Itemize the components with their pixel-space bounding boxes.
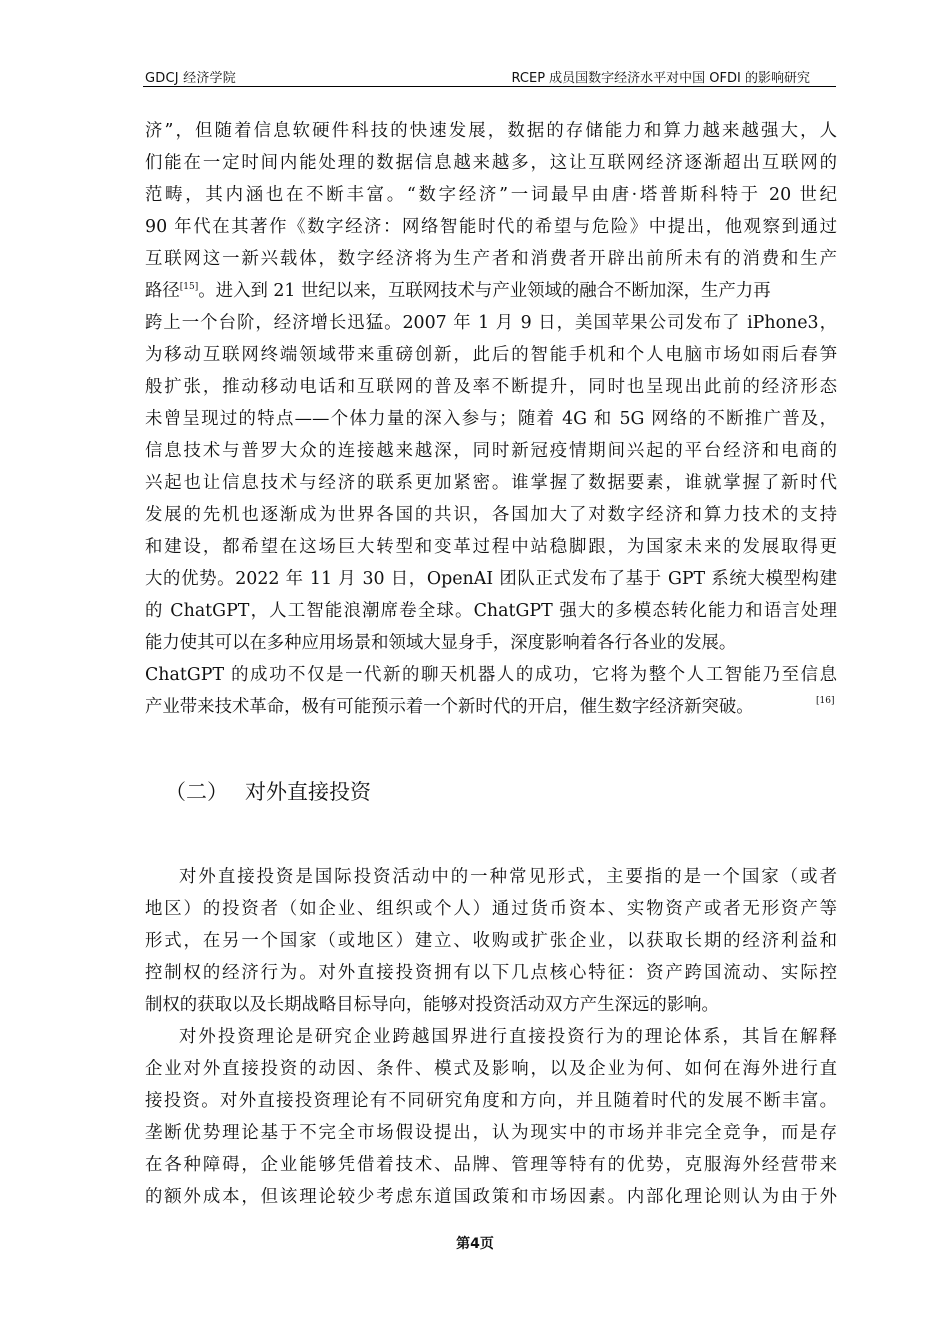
body-line: 兴起也让信息技术与经济的联系更加紧密。谁掌握了数据要素，谁就掌握了新时代: [145, 473, 837, 493]
body-line: 般扩张，推动移动电话和互联网的普及率不断提升，同时也呈现出此前的经济形态: [145, 377, 837, 397]
body-line: 发展的先机也逐渐成为世界各国的共识，各国加大了对数字经济和算力技术的支持: [145, 505, 837, 525]
body-line: 为移动互联网终端领域带来重磅创新，此后的智能手机和个人电脑市场如雨后春笋: [145, 345, 837, 365]
body-line: 接投资。对外直接投资理论有不同研究角度和方向，并且随着时代的发展不断丰富。: [145, 1091, 837, 1111]
body-line: 的额外成本，但该理论较少考虑东道国政策和市场因素。内部化理论则认为由于外: [145, 1187, 837, 1207]
body-line: 的 ChatGPT，人工智能浪潮席卷全球。ChatGPT 强大的多模态转化能力和语言处理: [145, 601, 837, 621]
body-line: 互联网这一新兴载体，数字经济将为生产者和消费者开辟出前所未有的消费和生产: [145, 249, 837, 269]
section-title: 对外直接投资: [245, 780, 371, 804]
body-line: 们能在一定时间内能处理的数据信息越来越多，这让互联网经济逐渐超出互联网的: [145, 153, 837, 173]
body-line: 产业带来技术革命，极有可能预示着一个新时代的开启，催生数字经济新突破。: [145, 697, 754, 717]
body-text: 。进入到 21 世纪以来，互联网技术与产业领域的融合不断加深，生产力再: [198, 281, 771, 301]
body-line: 90 年代在其著作《数字经济：网络智能时代的希望与危险》中提出，他观察到通过: [145, 217, 837, 237]
body-line: 范畴，其内涵也在不断丰富。“数字经济”一词最早由唐·塔普斯科特于 20 世纪: [145, 185, 837, 205]
header-rule: [143, 86, 836, 87]
body-line: [145, 280, 837, 302]
running-header-right: RCEP 成员国数字经济水平对中国 OFDI 的影响研究: [511, 71, 810, 86]
body-line: 企业对外直接投资的动因、条件、模式及影响，以及企业为何、如何在海外进行直: [145, 1059, 837, 1079]
page-number: 第4页: [456, 1236, 494, 1252]
body-line: 能力使其可以在多种应用场景和领域大显身手，深度影响着各行各业的发展。: [145, 633, 737, 653]
section-number: （二）: [165, 780, 228, 804]
body-line: 对外直接投资是国际投资活动中的一种常见形式，主要指的是一个国家（或者: [179, 867, 837, 887]
running-header-left: GDCJ 经济学院: [145, 71, 236, 86]
body-line: 大的优势。2022 年 11 月 30 日，OpenAI 团队正式发布了基于 GPT 系统大模型构建: [145, 569, 837, 589]
body-line: 对外投资理论是研究企业跨越国界进行直接投资行为的理论体系，其旨在解释: [179, 1027, 837, 1047]
body-line: 在各种障碍，企业能够凭借着技术、品牌、管理等特有的优势，克服海外经营带来: [145, 1155, 837, 1175]
body-line: 跨上一个台阶，经济增长迅猛。2007 年 1 月 9 日，美国苹果公司发布了 iPhone3，: [145, 313, 837, 333]
body-line: 未曾呈现过的特点——个体力量的深入参与；随着 4G 和 5G 网络的不断推广普及，: [145, 409, 837, 429]
body-line: 控制权的经济行为。对外直接投资拥有以下几点核心特征：资产跨国流动、实际控: [145, 963, 837, 983]
body-line: 地区）的投资者（如企业、组织或个人）通过货币资本、实物资产或者无形资产等: [145, 899, 837, 919]
body-line: 济”，但随着信息软硬件科技的快速发展，数据的存储能力和算力越来越强大，人: [145, 121, 837, 141]
body-line: 制权的获取以及长期战略目标导向，能够对投资活动双方产生深远的影响。: [145, 995, 719, 1015]
citation-16: [16]: [816, 696, 835, 706]
section-heading: [165, 778, 371, 806]
body-line: ChatGPT 的成功不仅是一代新的聊天机器人的成功，它将为整个人工智能乃至信息: [145, 665, 837, 685]
body-line: 垄断优势理论基于不完全市场假设提出，认为现实中的市场并非完全竞争，而是存: [145, 1123, 837, 1143]
body-line: 形式，在另一个国家（或地区）建立、收购或扩张企业，以获取长期的经济利益和: [145, 931, 837, 951]
body-line: 和建设，都希望在这场巨大转型和变革过程中站稳脚跟，为国家未来的发展取得更: [145, 537, 837, 557]
body-text: 路径: [145, 281, 180, 301]
body-line: 信息技术与普罗大众的连接越来越深，同时新冠疫情期间兴起的平台经济和电商的: [145, 441, 837, 461]
citation-15: [15]: [179, 282, 199, 293]
